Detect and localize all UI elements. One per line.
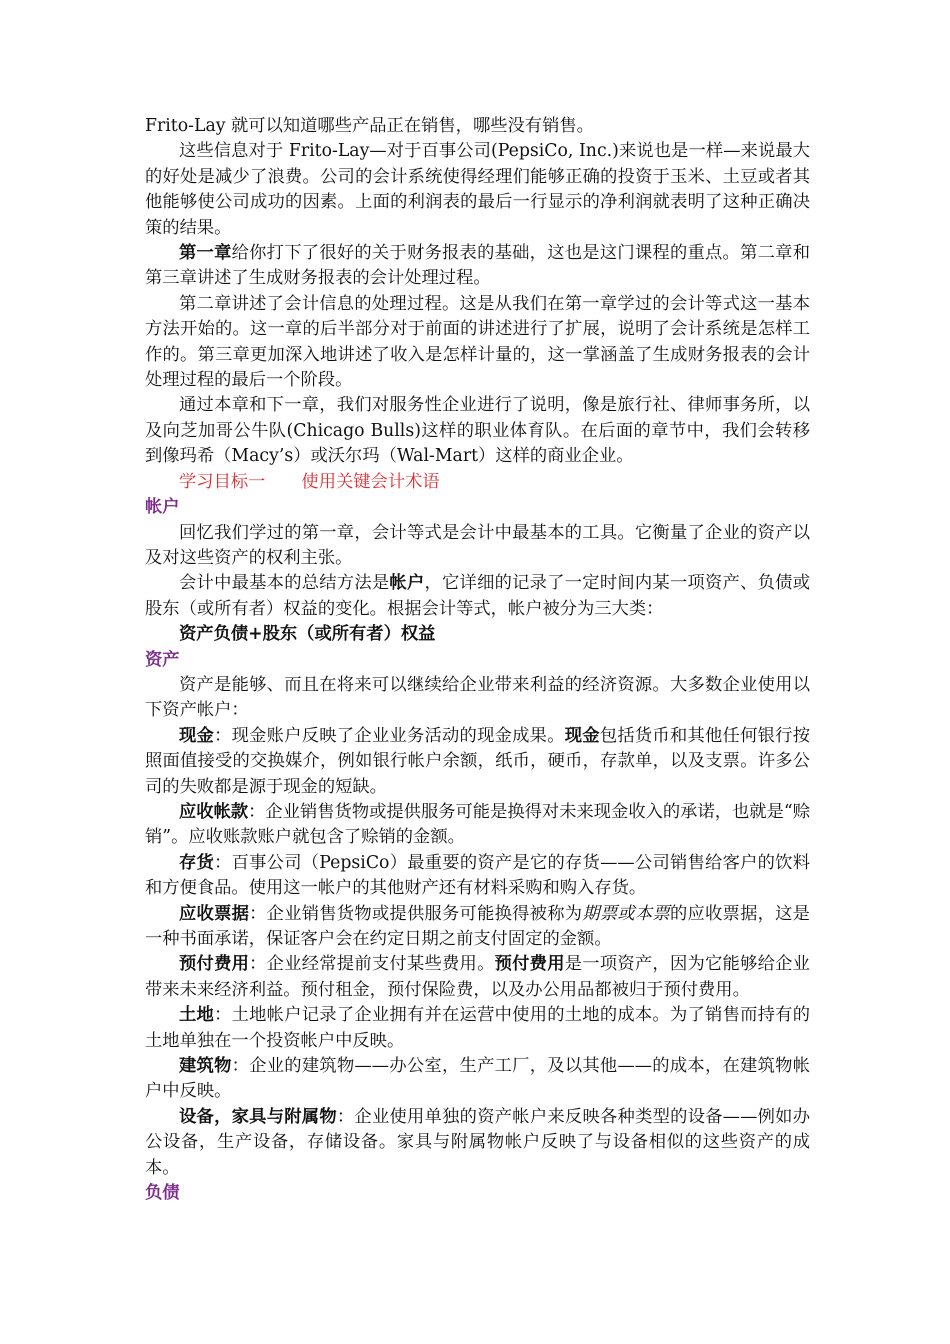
definition-land: 土地：土地帐户记录了企业拥有并在运营中使用的土地的成本。为了销售而持有的土地单独在一个投资帐户中反映。 [145,1005,810,1051]
account-term: 帐户 [389,573,425,594]
paragraph-chapter-two: 第二章讲述了会计信息的处理过程。这是从我们在第一章学过的会计等式这一基本方法开始的。这一章的后半部分对于前面的讲述进行了扩展，说明了会计系统是怎样工作的。第三章更加深入地讲述了收入是怎样计量的，这一掌涵盖了生成财务报表的会计处理过程的最后一个阶段。 [145,293,810,391]
paragraph-accounting-equation: 回忆我们学过的第一章，会计等式是会计中最基本的工具。它衡量了企业的资产以及对这些资产的权利主张。 [145,522,810,568]
section-heading-liabilities: 负债 [145,1183,180,1204]
paragraph-waste-reduction: 这些信息对于 Frito-Lay—对于百事公司(PepsiCo, Inc.)来说也是一样—来说最大的好处是减少了浪费。公司的会计系统使得经理们能够正确的投资于玉米、土豆或者其他能够使公司成功的因素。上面的利润表的最后一行显示的净利润就表明了这种正确决策的结果。 [145,141,810,238]
document-page [145,114,810,1206]
paragraph-service-business: 通过本章和下一章，我们对服务性企业进行了说明，像是旅行社、律师事务所，以及向芝加哥公牛队(Chicago Bulls)这样的职业体育队。在后面的章节中，我们会转移到像玛希（Macy’s）或沃尔玛（Wal-Mart）这样的商业企业。 [145,395,810,467]
chapter-one-text: 给你打下了很好的关于财务报表的基础，这也是这门课程的重点。第二章和第三章讲述了生成财务报表的会计处理过程。 [145,243,810,289]
definition-accounts-receivable: 应收帐款：企业销售货物或提供服务可能是换得对未来现金收入的承诺，也就是“赊销”。应收账款账户就包含了赊销的金额。 [145,801,810,848]
learning-objective-heading [145,470,810,495]
paragraph-assets-intro: 资产是能够、而且在将来可以继续给企业带来利益的经济资源。大多数企业使用以下资产帐户： [145,674,810,721]
equation-line: 资产负债+股东（或所有者）权益 [179,624,436,645]
objective-title: 使用关键会计术语 [301,471,440,492]
chapter-one-term: 第一章 [179,243,232,264]
objective-label: 学习目标一 [179,471,266,492]
definition-prepaid-expenses: 预付费用：企业经常提前支付某些费用。预付费用是一项资产，因为它能够给企业带来未来经济利益。预付租金，预付保险费，以及办公用品都被归于预付费用。 [145,954,810,1000]
paragraph-chapter-one [145,241,810,292]
paragraph-frito-lay: Frito-Lay 就可以知道哪些产品正在销售，哪些没有销售。 [145,116,594,136]
definition-inventory: 存货：百事公司（PepsiCo）最重要的资产是它的存货——公司销售给客户的饮料和方便食品。使用这一帐户的其他财产还有材料采购和购入存货。 [145,852,810,899]
paragraph-account-definition: 会计中最基本的总结方法是帐户，它详细的记录了一定时间内某一项资产、负债或股东（或所有者）权益的变化。根据会计等式，帐户被分为三大类： [145,573,810,619]
definition-buildings: 建筑物：企业的建筑物——办公室，生产工厂，及以其他——的成本，在建筑物帐户中反映。 [145,1056,810,1102]
section-heading-assets: 资产 [145,649,180,670]
definition-equipment: 设备，家具与附属物：企业使用单独的资产帐户来反映各种类型的设备——例如办公设备，生产设备，存储设备。家具与附属物帐户反映了与设备相似的这些资产的成本。 [145,1106,810,1178]
section-heading-accounts: 帐户 [145,497,180,518]
definition-cash: 现金：现金账户反映了企业业务活动的现金成果。现金包括货币和其他任何银行按照面值接受的交换媒介，例如银行帐户余额，纸币，硬币，存款单，以及支票。许多公司的失败都是源于现金的短缺。 [145,725,810,797]
definition-notes-receivable: 应收票据：企业销售货物或提供服务可能换得被称为期票或本票的应收票据，这是一种书面承诺，保证客户会在约定日期之前支付固定的金额。 [145,903,810,949]
